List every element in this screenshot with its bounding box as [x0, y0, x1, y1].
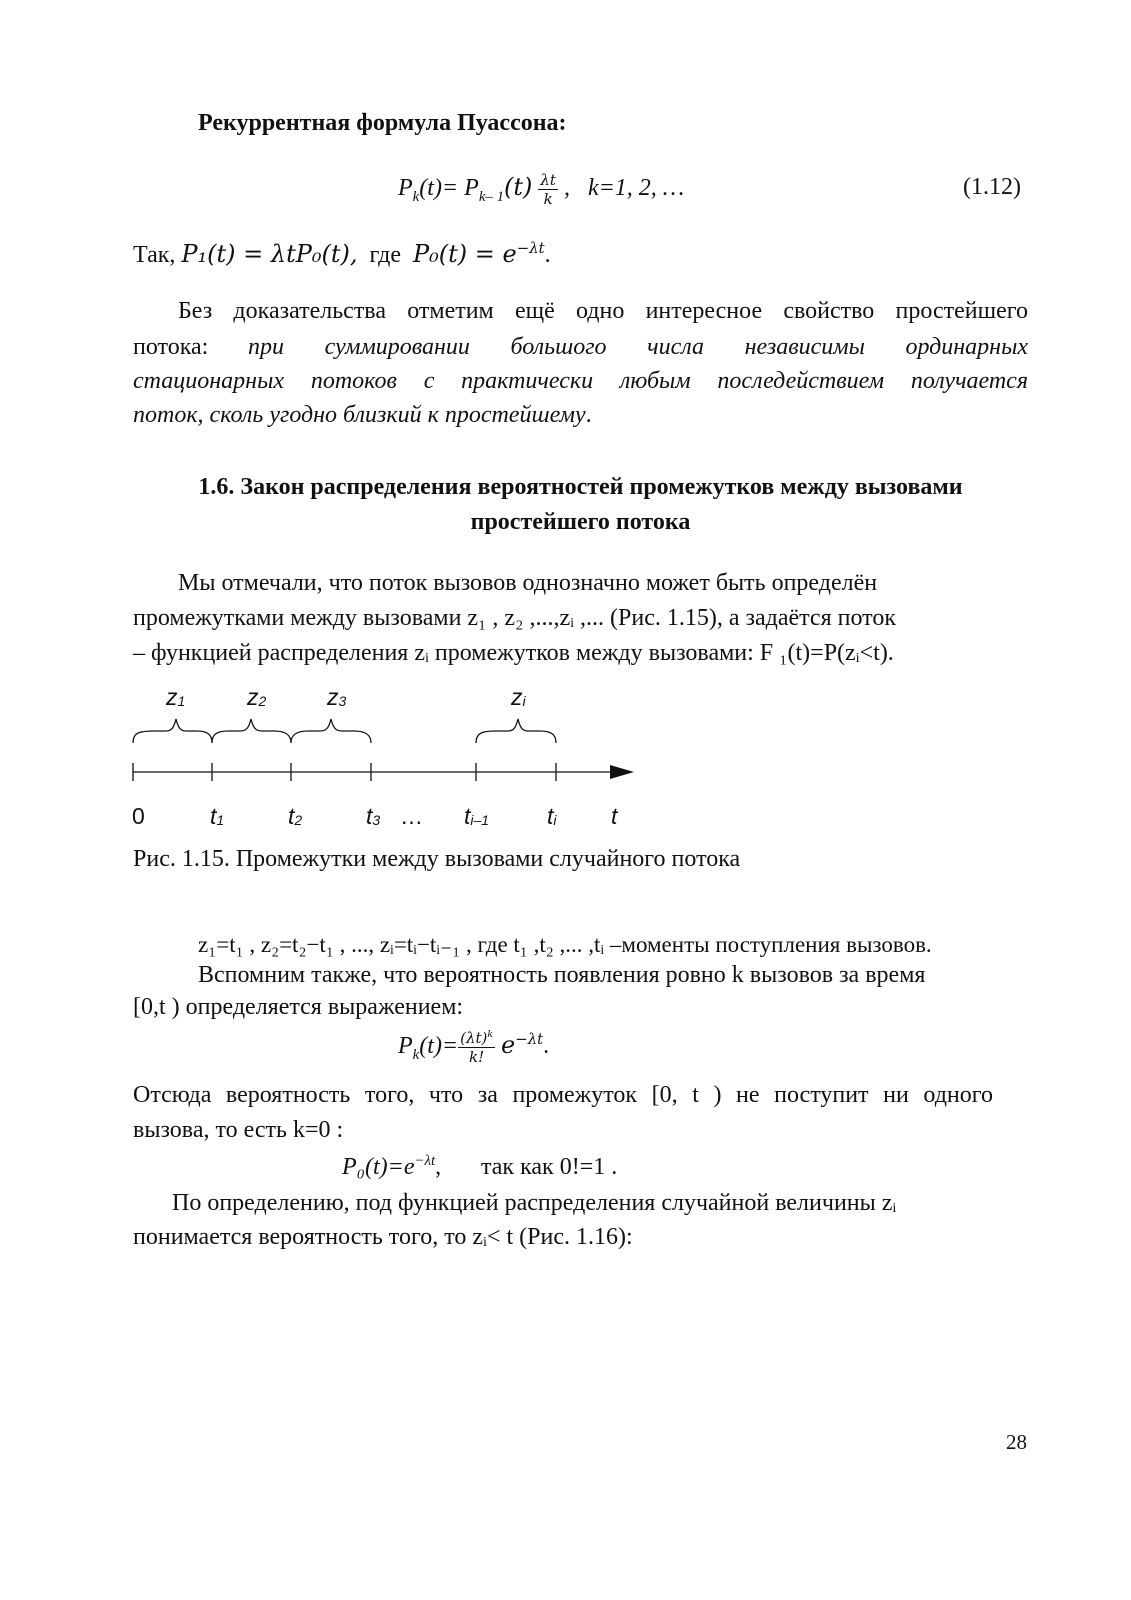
axis-label-3: t3	[366, 803, 381, 829]
z-label-3: z3	[327, 684, 347, 710]
poisson-exp-sup: −λt	[515, 1030, 544, 1048]
poisson-frac-num	[458, 1029, 495, 1048]
poisson-fraction	[458, 1029, 495, 1066]
poisson-lhs-sub: k	[412, 1046, 420, 1063]
so-expr2-sup: −λt	[516, 239, 545, 257]
axis-label-7: t	[611, 803, 618, 829]
z-label-2: z2	[247, 684, 267, 710]
brace-zi	[476, 719, 556, 743]
so-prefix: Так,	[133, 242, 182, 268]
moments-line: z₁=t₁ , z₂=t₂−t₁ , ..., zᵢ=tᵢ−tᵢ₋₁ , где t₁ ,t₂ ,... ,tᵢ –моменты поступления вызовов.	[198, 932, 932, 957]
p0-note: так как 0!=1 .	[481, 1154, 618, 1180]
axis-label-6: ti	[547, 803, 557, 829]
para1-line2-normal: потока:	[133, 334, 209, 360]
formula-lhs-sub: k	[412, 188, 420, 205]
equation-number: (1.12)	[963, 174, 1021, 200]
figure-caption: Рис. 1.15. Промежутки между вызовами случайного потока	[133, 846, 741, 872]
para1-line2	[133, 330, 1028, 364]
axis-label-4: …	[400, 803, 423, 829]
definition-line1: По определению, под функцией распределения случайной величины zᵢ	[172, 1190, 897, 1216]
hence-line1: Отсюда вероятность того, что за промежуток [0, t ) не поступит ни одного	[133, 1082, 993, 1108]
poisson-frac-den: k!	[469, 1047, 485, 1066]
figure-braces	[133, 719, 556, 743]
axis-label-0: 0	[132, 803, 145, 829]
para2-line3: – функцией распределения zᵢ промежутков между вызовами: F ₁(t)=P(zᵢ<t).	[133, 640, 894, 666]
poisson-frac-num-base: (λt)	[460, 1028, 488, 1047]
brace-z3	[291, 719, 371, 743]
axis-labels	[132, 803, 619, 829]
fraction-denominator: k	[543, 189, 553, 208]
formula-rhs-arg: (t)	[504, 173, 533, 201]
poisson-lhs-arg: (t)=	[419, 1033, 459, 1059]
recurrent-heading: Рекуррентная формула Пуассона:	[198, 110, 567, 136]
formula-lhs: P	[398, 175, 413, 201]
poisson-lhs: P	[398, 1033, 413, 1059]
p0-expr: P₀(t)=e	[342, 1154, 415, 1180]
figure-1-15	[120, 675, 660, 835]
definition-line2: понимается вероятность того, то zᵢ< t (Рис. 1.16):	[133, 1224, 633, 1250]
p0-comma: ,	[435, 1154, 442, 1180]
axis-label-2: t2	[288, 803, 303, 829]
formula-lhs-arg: (t)=	[419, 175, 459, 201]
formula-rhs-sub: k– 1	[478, 188, 505, 205]
recall-line1: Вспомним также, что вероятность появления ровно k вызовов за время	[198, 962, 926, 988]
poisson-frac-num-sup: k	[487, 1028, 494, 1040]
brace-z1	[133, 719, 212, 743]
fraction-numerator: λt	[540, 170, 556, 189]
so-end: .	[544, 242, 551, 268]
fraction-lambda-t-over-k	[538, 171, 558, 208]
so-where: где	[357, 242, 414, 268]
so-expr2: P₀(t) = e	[413, 240, 517, 268]
formula-1-12	[398, 170, 684, 208]
axis-label-5: ti–1	[464, 803, 490, 829]
section-title-line1: 1.6. Закон распределения вероятностей промежутков между вызовами	[198, 474, 963, 500]
para1-line4	[133, 398, 592, 432]
z-label-i: zi	[511, 684, 526, 710]
poisson-formula	[398, 1028, 549, 1066]
para2-line1: Мы отмечали, что поток вызовов однозначно может быть определён	[178, 570, 878, 596]
section-title-line2: простейшего потока	[470, 509, 691, 535]
hence-line2: вызова, то есть k=0 :	[133, 1117, 344, 1143]
axis-arrow-head	[610, 765, 634, 779]
z-label-1: z1	[166, 684, 186, 710]
poisson-exp: e	[501, 1031, 516, 1059]
axis-label-1: t1	[210, 803, 225, 829]
formula-rhs: P	[464, 175, 479, 201]
para1-line4-italic: поток, сколь угодно близкий к простейшему	[133, 402, 586, 428]
para1-line1: Без доказательства отметим ещё одно интересное свойство простейшего	[178, 298, 1028, 324]
so-expr1: P₁(t) = λtP₀(t),	[181, 240, 358, 268]
z-labels	[165, 684, 527, 710]
brace-z2	[212, 719, 291, 743]
para1-line2-italic: при суммировании большого числа независимы ординарных	[248, 334, 1028, 360]
p0-line	[342, 1150, 441, 1184]
para1-line4-end: .	[585, 402, 592, 428]
page-number: 28	[1006, 1430, 1027, 1454]
para1-line3: стационарных потоков с практически любым последействием получается	[133, 368, 1028, 394]
so-line	[133, 237, 551, 272]
p0-expr-sup: −λt	[414, 1153, 436, 1169]
figure-axis	[133, 763, 612, 781]
formula-tail: , k=1, 2, …	[563, 175, 685, 201]
para2-line2: промежутками между вызовами z₁ , z₂ ,...,zᵢ ,... (Рис. 1.15), а задаётся поток	[133, 605, 896, 631]
poisson-end: .	[543, 1033, 550, 1059]
recall-line2: [0,t ) определяется выражением:	[133, 994, 464, 1020]
